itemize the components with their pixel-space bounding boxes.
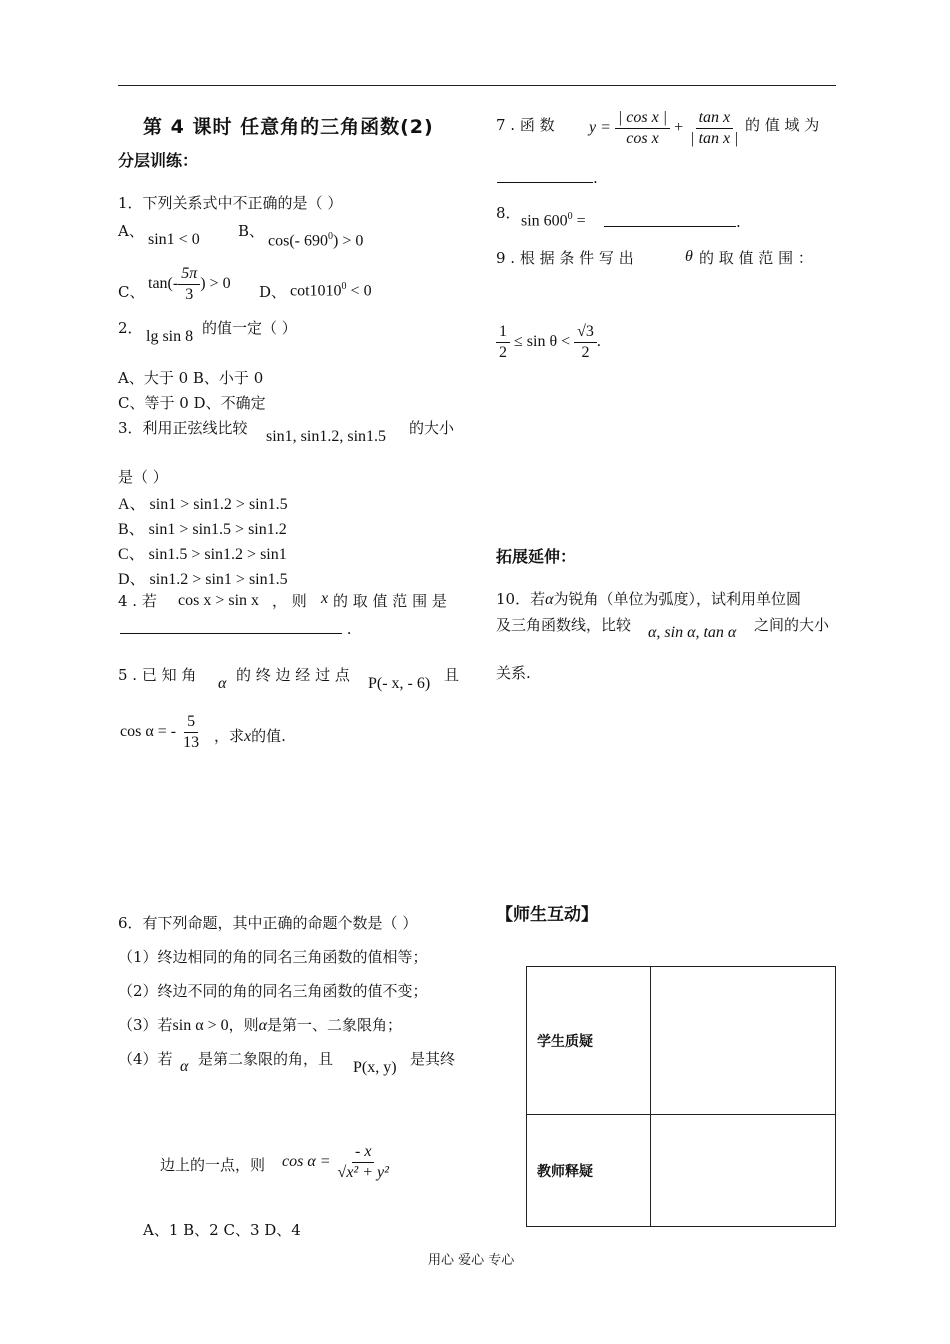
q2-math: lg sin 8 [146,328,194,345]
q6-statement-4-cont: 边上的一点，则 [160,1156,266,1174]
q7-stem-post: 的 值 域 为 [745,116,820,134]
q6-cos-formula: cos α = $\frac{- x}{\text{√x² + y²}}$ [282,1143,389,1181]
q6-statement-1: （1）终边相同的角的同名三角函数的值相等； [118,948,428,966]
q5-stem-mid: 的 终 边 经 过 点 [236,666,350,684]
q5-stem-pre: 5 . 已 知 角 [118,666,197,684]
q8-answer-blank: . [604,212,741,231]
q6-statement-4-pre: （4）若 [118,1050,173,1068]
q2-options-ab: A、大于 0 B、小于 0 [118,369,264,387]
q8-math: $\sin 600^0$ = [521,211,586,230]
q4-stem-post: 的 取 值 范 围 是 [333,592,447,610]
q4-answer-blank: . [120,619,352,638]
q7-function: y = $\frac{\text{| cos x |}}{\text{cos x}}$ + $\frac{\text{tan x}}{\text{| tan x |}}$ [589,109,739,147]
q1-option-d-label: D、 [259,283,287,301]
page-footer: 用心 爱心 专心 [428,1253,515,1268]
q9-theta: θ [685,248,693,265]
q6-alpha: α [180,1058,189,1075]
q10-line-2-post: 之间的大小 [754,616,830,634]
q8-number: 8． [496,204,521,222]
q2-stem: 的值一定（ ） [202,319,297,337]
section-layered-practice: 分层训练： [118,151,199,170]
q2-options-cd: C、等于 0 D、不确定 [118,394,266,412]
q1-option-a-math: sin1 < 0 [148,231,200,248]
q6-statement-3: （3）若sin α > 0，则α是第一、二象限角； [118,1016,403,1034]
student-question-label: 学生质疑 [527,967,651,1115]
q3-option-c: C、 sin1.5 > sin1.2 > sin1 [118,546,287,563]
q1-option-c-math: tan(- $\frac{5\pi}{3}$ ) > 0 [148,265,231,303]
interaction-table [526,966,836,1227]
q9-stem-post: 的 取 值 范 围 ： [699,249,813,267]
q3-math: sin1, sin1.2, sin1.5 [266,428,387,445]
q1-stem: 1．下列关系式中不正确的是（ ） [118,194,343,212]
q5-alpha: α [218,675,227,692]
q5-point: P(- x, - 6) [368,675,431,692]
q3-option-d: D、 sin1.2 > sin1 > sin1.5 [118,571,288,588]
q3-option-a: A、 sin1 > sin1.2 > sin1.5 [118,496,288,513]
q7-answer-blank: . [497,168,598,187]
q6-statement-4-post: 是其终 [410,1050,456,1068]
q4-math: cos x > sin x [178,592,260,609]
q6-point: P(x, y) [353,1059,397,1076]
q10-line-2-pre: 及三角函数线，比较 [496,616,632,634]
teacher-answer-cell [651,1115,836,1227]
q4-stem-pre: 4 . 若 [118,592,157,610]
q6-statement-2: （2）终边不同的角的同名三角函数的值不变； [118,982,428,1000]
q10-math: α, sin α, tan α [648,624,737,641]
q1-option-b-math: cos(- $690^0) > 0$ [268,231,364,250]
q1-option-c-label: C、 [118,283,145,301]
q3-stem-post: 的大小 [409,419,455,437]
q10-line-1: 10．若α为锐角（单位为弧度），试利用单位圆 [496,590,802,608]
q1-option-b-label: B、 [238,222,265,240]
header-rule [118,85,836,86]
q3-stem-pre: 3．利用正弦线比较 [118,419,248,437]
section-extension: 拓展延伸： [496,547,577,566]
q5-stem-post: 且 [444,666,460,684]
q3-option-b: B、 sin1 > sin1.5 > sin1.2 [118,521,287,538]
q5-ask: ，求x的值. [214,727,286,745]
q4-stem-mid: ， 则 [272,592,307,610]
page-title: 第 4 课时 任意角的三角函数(2) [143,116,434,138]
q10-line-3: 关系. [496,664,531,682]
q7-stem-pre: 7 . 函 数 [496,116,555,134]
q9-stem-pre: 9 . 根 据 条 件 写 出 [496,249,634,267]
teacher-answer-label: 教师释疑 [527,1115,651,1227]
table-row [527,967,836,1115]
q6-options: A、1 B、2 C、3 D、4 [143,1221,301,1239]
q4-variable: x [321,590,329,607]
q2-number: 2． [118,319,143,337]
student-question-cell [651,967,836,1115]
table-row [527,1115,836,1227]
q3-stem-tail: 是（ ） [118,468,168,486]
q5-condition: cos α = - $\frac{5}{13}$ [120,713,200,751]
q6-statement-4-mid: 是第二象限的角，且 [198,1050,334,1068]
q6-stem: 6．有下列命题，其中正确的命题个数是（ ） [118,914,418,932]
q9-inequality: $\frac{1}{2}$ ≤ sin θ < $\frac{√3}{2}$ . [496,322,601,363]
q1-option-d-math: $\cot 1010^0 < 0$ [290,281,372,300]
section-interaction: 【师生互动】 [496,905,598,925]
q1-option-a-label: A、 [118,222,144,240]
